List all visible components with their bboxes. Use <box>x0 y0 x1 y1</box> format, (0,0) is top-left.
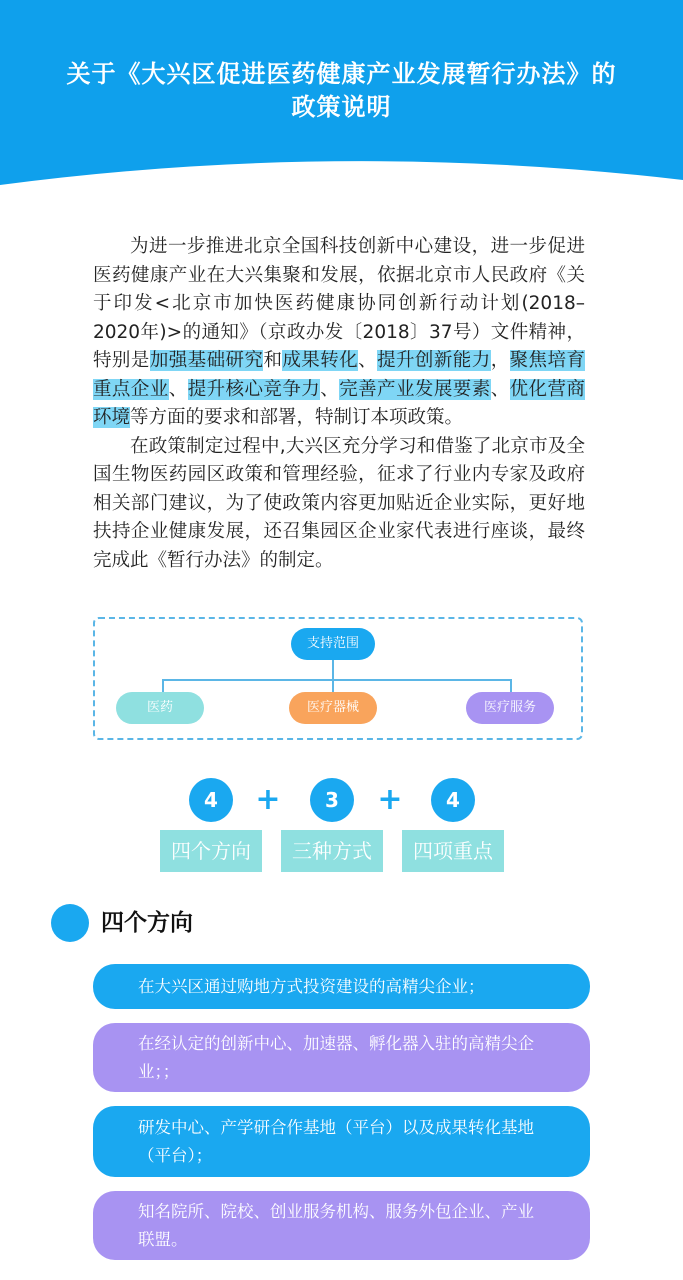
direction-item-4 <box>93 1191 590 1260</box>
intro-text-part: 等方面的要求和部署，特制订本项政策。 <box>130 407 464 428</box>
section-bullet-icon <box>51 904 89 942</box>
scope-medical-service-pill: 医疗服务 <box>466 692 554 724</box>
connector-right <box>510 679 512 693</box>
scope-medical-device-pill: 医疗器械 <box>289 692 377 724</box>
highlight-key-enterprises: 聚焦培育重点企业 <box>93 350 585 400</box>
intro-paragraph-2: 在政策制定过程中,大兴区充分学习和借鉴了北京市及全国生物医药园区政策和管理经验，征求了行业内专家及政府相关部门建议，为了使政策内容更加贴近企业实际，更好地扶持企业健康发展，还召集园区企业家代表进行座谈，最终完成此《暂行办法》的制定。 <box>93 435 585 571</box>
highlight-business-environment: 优化营商环境 <box>93 378 585 428</box>
intro-text-part: 为进一步推进北京全国科技创新中心建设，进一步促进医药健康产业在大兴集聚和发展，依据北京市人民政府《关于印发<北京市加快医药健康协同创新行动计划(2018–2020年)>的通知》（京政办发〔2018〕37号）文件精神，特别是 <box>93 236 585 371</box>
connector-root <box>332 660 334 680</box>
highlight-achievement-transfer: 成果转化 <box>282 350 359 371</box>
section-title: 四个方向 <box>101 910 193 936</box>
label-three-methods: 三种方式 <box>281 830 383 872</box>
title-line-2: 政策说明 <box>291 93 392 121</box>
intro-text-part: 、 <box>320 378 340 400</box>
intro-text-part: ， <box>490 350 510 371</box>
intro-paragraph-1 <box>93 233 585 433</box>
count-directions: 4 <box>189 778 233 822</box>
direction-item-1 <box>93 964 590 1009</box>
intro-text <box>93 233 585 575</box>
direction-item-3 <box>93 1106 590 1177</box>
connector-middle <box>332 679 334 693</box>
direction-item-text: 知名院所、院校、创业服务机构、服务外包企业、产业联盟。 <box>138 1201 534 1249</box>
plus-sign: + <box>377 782 403 817</box>
plus-sign: + <box>255 782 281 817</box>
scope-root-pill: 支持范围 <box>291 628 375 660</box>
count-priorities: 4 <box>431 778 475 822</box>
highlight-basic-research: 加强基础研究 <box>149 350 264 371</box>
direction-item-text: 在大兴区通过购地方式投资建设的高精尖企业； <box>138 976 485 996</box>
connector-left <box>162 679 164 693</box>
highlight-core-competitiveness: 提升核心竞争力 <box>187 378 321 400</box>
intro-text-part: 、 <box>168 378 188 400</box>
highlight-innovation: 提升创新能力 <box>377 350 491 371</box>
intro-text-part: 和 <box>263 350 283 371</box>
page-title <box>0 58 683 124</box>
highlight-industry-elements: 完善产业发展要素 <box>339 378 491 400</box>
direction-item-text: 在经认定的创新中心、加速器、孵化器入驻的高精尖企业；； <box>138 1033 534 1081</box>
intro-text-part: 、 <box>490 378 510 400</box>
direction-item-2 <box>93 1023 590 1092</box>
scope-medicine-pill: 医药 <box>116 692 204 724</box>
intro-text-part: 、 <box>358 350 378 371</box>
count-methods: 3 <box>310 778 354 822</box>
label-four-directions: 四个方向 <box>160 830 262 872</box>
label-four-priorities: 四项重点 <box>402 830 504 872</box>
header-banner <box>0 0 683 200</box>
title-line-1: 关于《大兴区促进医药健康产业发展暂行办法》的 <box>66 60 617 88</box>
direction-item-text: 研发中心、产学研合作基地（平台）以及成果转化基地（平台）； <box>138 1117 534 1165</box>
connector-horizontal <box>162 679 512 681</box>
